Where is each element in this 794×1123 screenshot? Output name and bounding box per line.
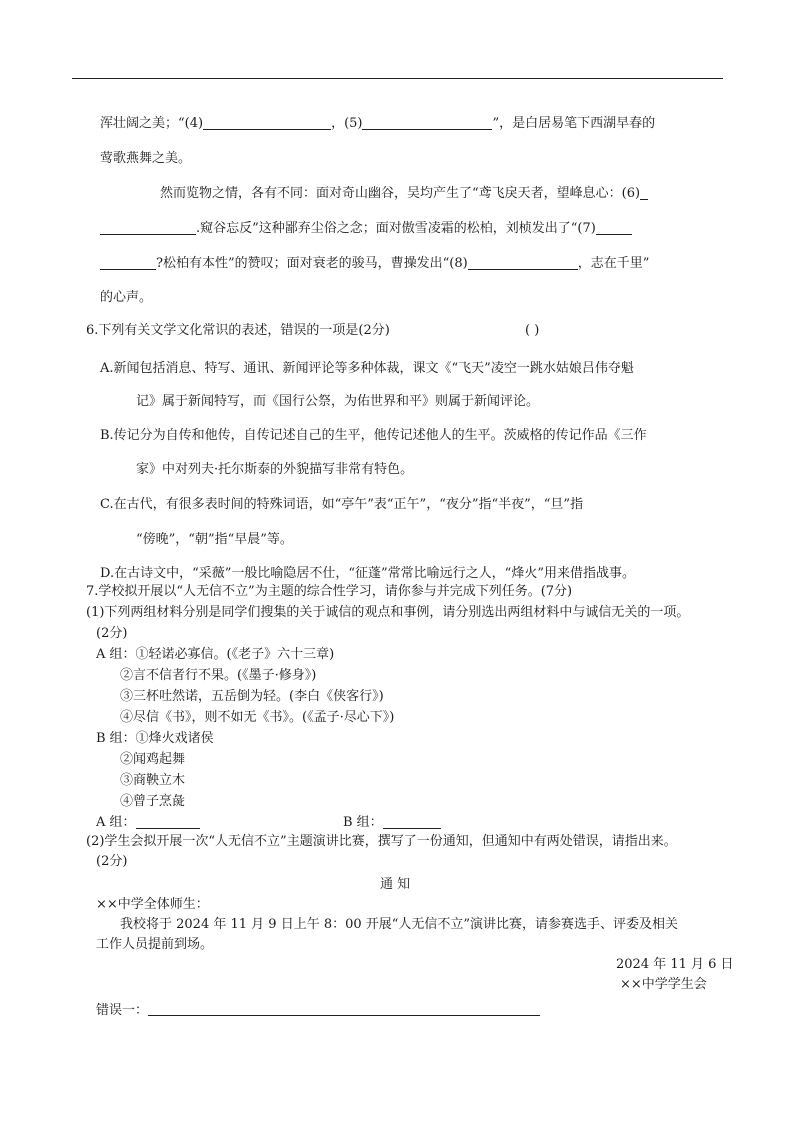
error-one-label: 错误一： [96,1003,149,1018]
answer-blank-7-start[interactable] [596,220,632,235]
group-a-item-1: A 组：①轻诺必寡信。(《老子》六十三章) [96,647,335,662]
answer-blank-6[interactable] [100,220,196,235]
q5-line-5 [100,255,649,273]
q5-line-1 [100,115,655,133]
q5-text: ，志在千里” [577,256,650,271]
notice-body-line-2: 工作人员提前到场。 [96,937,214,952]
q7-part1-line-1: (1)下列两组材料分别是同学们搜集的关于诚信的观点和事例，请分别选出两组材料中与诚信无关的一项。 [86,605,690,620]
q6-option-c-line-1: C.在古代，有很多表时间的特殊词语，如“亭午”表“正午”，“夜分”指“半夜”，“旦”指 [100,497,584,512]
q5-line-4 [100,220,632,238]
notice-recipient: ××中学全体师生： [96,897,209,912]
q5-line-6: 的心声。 [100,290,153,305]
answer-blank-7[interactable] [100,255,156,270]
q6-option-b-line-2: 家》中对列夫·托尔斯泰的外貌描写非常有特色。 [136,462,414,477]
q7-stem: 7.学校拟开展以“人无信不立”为主题的综合性学习，请你参与并完成下列任务。(7分) [86,584,573,599]
group-a-answer-blank[interactable] [136,814,200,829]
notice-title: 通 知 [380,877,411,892]
q6-answer-paren[interactable]: ( ) [525,323,540,338]
notice-date: 2024 年 11 月 6 日 [616,957,734,972]
answer-blank-6-start[interactable] [640,185,648,200]
q7-part2-line-2: (2分) [96,854,128,869]
q6-option-a-line-2: 记》属于新闻特写，而《国行公祭，为佑世界和平》则属于新闻评论。 [136,394,540,409]
q6-option-b-line-1: B.传记分为自传和他传，自传记述自己的生平，他传记述他人的生平。茨威格的传记作品《三作 [100,428,647,443]
header-rule [72,78,723,79]
group-a-answer-label: A 组： [96,815,136,830]
q5-line-2: 莺歌燕舞之美。 [100,151,192,166]
q5-text: 浑壮阔之美；“(4) [100,116,204,131]
group-b-answer-blank[interactable] [383,814,441,829]
q6-option-a-line-1: A.新闻包括消息、特写、通讯、新闻评论等多种体裁，课文《“飞天”凌空一跳水姑娘吕伟夺魁 [100,361,634,376]
q6-stem: 6.下列有关文学文化常识的表述，错误的一项是(2分) [86,323,390,338]
group-b-item-3: ③商鞅立木 [120,773,186,788]
q7-part2-line-1: (2)学生会拟开展一次“人无信不立”主题演讲比赛，撰写了一份通知，但通知中有两处错误，请指出来。 [86,834,677,849]
q5-line-3 [160,185,648,203]
answer-blank-5[interactable] [362,115,492,130]
group-b-item-2: ②闻鸡起舞 [120,752,186,767]
q5-text: ，(5) [331,116,363,131]
q5-text: ?松柏有本性”的赞叹；面对衰老的骏马，曹操发出“(8) [156,256,468,271]
group-b-item-4: ④曾子烹彘 [120,794,186,809]
notice-body-line-1: 我校将于 2024 年 11 月 9 日上午 8：00 开展“人无信不立”演讲比赛，请参赛选手、评委及相关 [120,917,679,932]
q5-text: ”，是白居易笔下西湖早春的 [492,116,656,131]
group-b-item-1: B 组：①烽火戏诸侯 [96,731,214,746]
q7-part1-line-2: (2分) [96,626,128,641]
group-b-answer-label: B 组： [343,815,383,830]
group-a-item-2: ②言不信者行不果。(《墨子·修身》) [120,668,317,683]
answer-blank-4[interactable] [203,115,331,130]
q5-text: .窥谷忘反”这种鄙弃尘俗之念；面对傲雪凌霜的松柏，刘桢发出了“(7) [196,221,596,236]
answer-blank-8[interactable] [468,255,578,270]
q6-option-c-line-2: “傍晚”，“朝”指“早晨”等。 [136,532,293,547]
error-one-blank[interactable] [148,1015,540,1016]
group-b-answer [343,814,441,832]
group-a-item-4: ④尽信《书》，则不如无《书》。(《孟子·尽心下》) [120,710,395,725]
notice-signature: ××中学学生会 [620,977,707,992]
group-a-item-3: ③三杯吐然诺，五岳倒为轻。(李白《侠客行》) [120,689,384,704]
q6-option-d: D.在古诗文中，“采薇”一般比喻隐居不仕，“征蓬”常常比喻远行之人，“烽火”用来借指战事。 [100,566,635,581]
q5-text: 然而览物之情，各有不同：面对奇山幽谷，吴均产生了“鸢飞戾天者，望峰息心：(6) [160,186,641,201]
group-a-answer [96,814,200,832]
